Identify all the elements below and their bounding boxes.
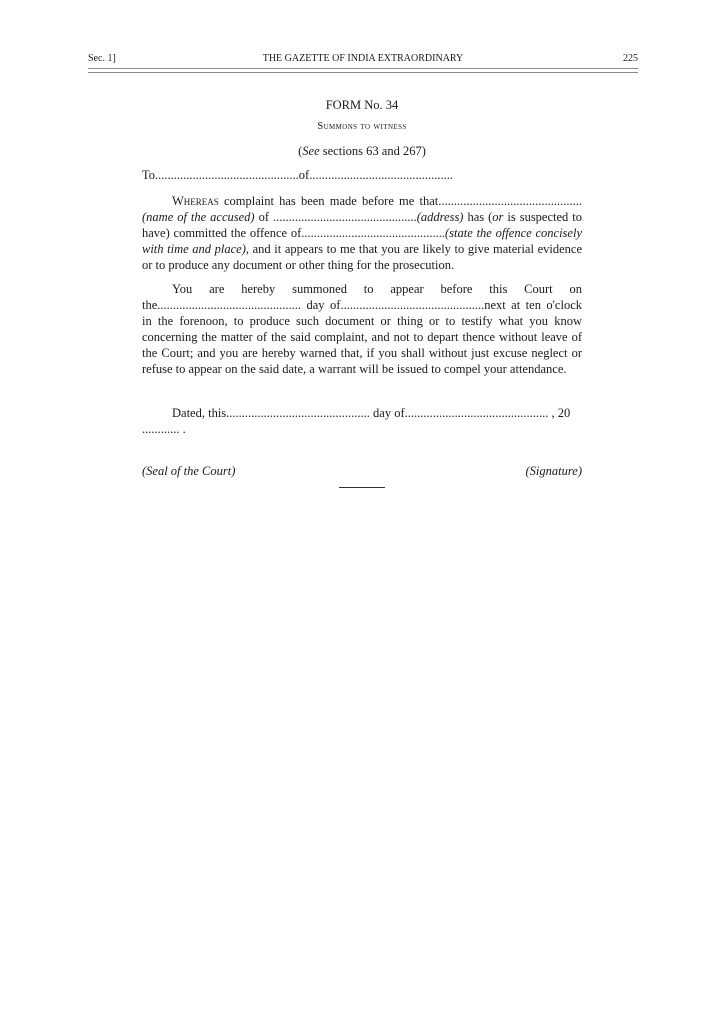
seal-of-court: (Seal of the Court) — [142, 464, 236, 478]
dated-year-prefix: , 20 — [548, 406, 571, 420]
page-number: 225 — [623, 53, 638, 64]
appearance-month-blank: .............................................. — [340, 298, 485, 312]
p2-text-1: You are hereby summoned to appear before this Court on the — [142, 282, 582, 312]
section-reference-line — [142, 143, 582, 159]
p2-text-2: day of — [301, 298, 341, 312]
of-label: of — [298, 168, 310, 182]
to-label: To — [142, 168, 156, 182]
dated-line — [142, 405, 582, 437]
accused-blank: .............................................. — [438, 194, 582, 208]
ref-see: See — [302, 144, 320, 158]
form-number: FORM No. 34 — [325, 98, 399, 112]
gazette-title: THE GAZETTE OF INDIA EXTRAORDINARY — [262, 53, 464, 64]
ref-open: ( — [298, 144, 303, 158]
signature-row — [142, 463, 582, 479]
appearance-day-blank: .............................................. — [157, 298, 302, 312]
addressee-line — [142, 167, 582, 183]
p1-italic-or: or — [492, 210, 504, 224]
p1-text-3: has ( — [463, 210, 493, 224]
end-rule — [339, 487, 385, 488]
running-head — [88, 52, 638, 66]
dated-day-blank: .............................................. — [226, 406, 370, 420]
whereas-word: Whereas — [172, 194, 219, 208]
form-body — [142, 97, 582, 488]
ref-rest: sections 63 and 267) — [319, 144, 426, 158]
summons-paragraph — [142, 281, 582, 377]
to-blank: .............................................. — [155, 168, 299, 182]
dated-label: Dated, this — [172, 406, 227, 420]
p1-italic-offence: (state the offence concisely with time and place) — [142, 226, 582, 256]
p2-text-3: next at ten o'clock in the forenoon, to produce such document or thing or to testify what you know concerning the matter of the said complaint, and not to depart thence without leave of the Court; and you are hereby warned that, if you shall without just excuse neglect or refuse to appear on the said date, a warrant will be issued to compel your attendance. — [142, 298, 582, 376]
header-double-rule — [88, 68, 638, 73]
offence-blank: .............................................. — [301, 226, 446, 240]
of-blank: .............................................. — [309, 168, 453, 182]
dated-month-blank: .............................................. — [404, 406, 549, 420]
p1-text-4: is suspected to have) committed the offence of — [142, 210, 582, 240]
address-blank: .............................................. — [272, 210, 417, 224]
p1-italic-accused: (name of the accused) — [142, 210, 255, 224]
dated-day-of: day of — [369, 406, 405, 420]
p1-text-1: complaint has been made before me that — [218, 194, 439, 208]
p1-text-2: of — [254, 210, 273, 224]
dated-year-blank: ............ . — [142, 422, 186, 436]
p1-italic-address: (address) — [416, 210, 464, 224]
p1-text-5: , and it appears to me that you are likely to give material evidence or to produce any document or other thing for the prosecution. — [142, 242, 582, 272]
section-reference: Sec. 1] — [88, 53, 116, 64]
signature-label: (Signature) — [525, 464, 582, 478]
whereas-paragraph — [142, 193, 582, 273]
form-subtitle: Summons to witness — [317, 121, 407, 132]
